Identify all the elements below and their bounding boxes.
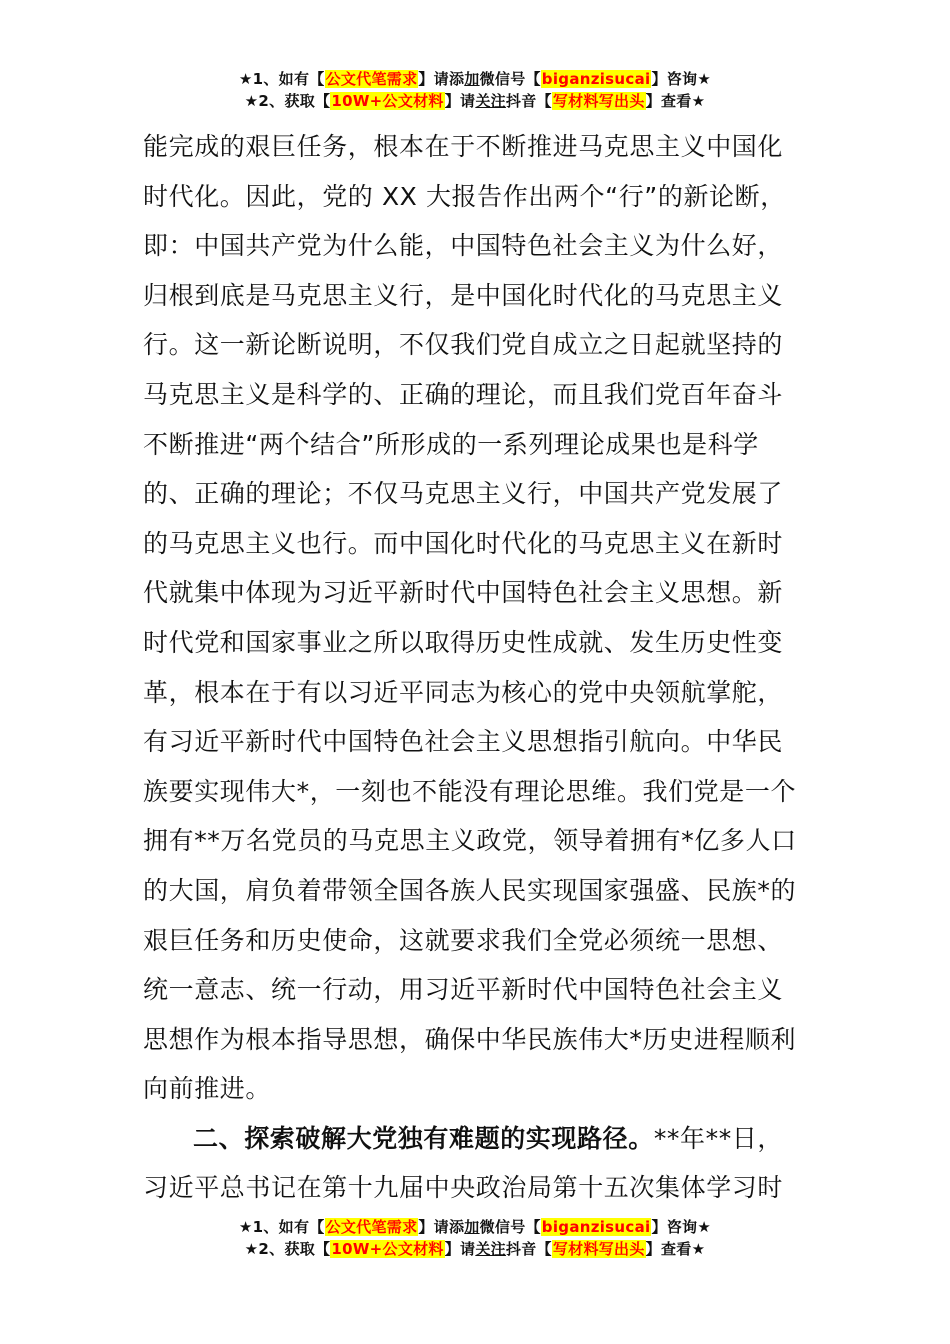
banner-line-2: ★2、获取【10W+公文材料】请关注抖音【写材料写出头】查看★ xyxy=(244,92,706,110)
highlight-service: 公文代笔需求 xyxy=(325,70,418,88)
body-line: 马克思主义是科学的、正确的理论，而且我们党百年奋斗 xyxy=(143,379,784,409)
highlight-wechat-id: biganzisucai xyxy=(541,1218,651,1236)
banner-line-1: ★1、如有【公文代笔需求】请添加微信号【biganzisucai】咨询★ xyxy=(238,70,712,88)
highlight-douyin: 写材料写出头 xyxy=(552,1240,645,1258)
body-line: 习近平总书记在第十九届中央政治局第十五次集体学习时 xyxy=(143,1173,784,1203)
section-heading-line xyxy=(143,1114,807,1164)
highlight-wechat-id: biganzisucai xyxy=(541,70,651,88)
body-line: 能完成的艰巨任务，根本在于不断推进马克思主义中国化 xyxy=(143,132,784,161)
section-heading-tail: **年**日， xyxy=(653,1123,784,1153)
body-line: 族要实现伟大*，一刻也不能没有理论思维。我们党是一个 xyxy=(143,776,797,806)
body-line: 统一意志、统一行动，用习近平新时代中国特色社会主义 xyxy=(143,975,784,1005)
highlight-materials: 10W+公文材料 xyxy=(331,92,444,110)
body-line: 归根到底是马克思主义行，是中国化时代化的马克思主义 xyxy=(143,280,784,310)
body-line: 即：中国共产党为什么能，中国特色社会主义为什么好， xyxy=(143,231,784,261)
footer-banner xyxy=(0,1216,950,1260)
body-line: 代就集中体现为习近平新时代中国特色社会主义思想。新 xyxy=(143,578,784,608)
body-line: 革，根本在于有以习近平同志为核心的党中央领航掌舵， xyxy=(143,677,784,707)
body-line: 行。这一新论断说明，不仅我们党自成立之日起就坚持的 xyxy=(143,330,784,360)
banner-line-1: ★1、如有【公文代笔需求】请添加微信号【biganzisucai】咨询★ xyxy=(238,1218,712,1236)
body-line: 不断推进“两个结合”所形成的一系列理论成果也是科学 xyxy=(143,429,759,459)
body-line: 艰巨任务和历史使命，这就要求我们全党必须统一思想、 xyxy=(143,925,784,955)
body-line: 的马克思主义也行。而中国化时代化的马克思主义在新时 xyxy=(143,528,784,558)
body-line: 时代化。因此，党的 XX 大报告作出两个“行”的新论断， xyxy=(143,181,786,211)
body-line: 时代党和国家事业之所以取得历史性成就、发生历史性变 xyxy=(143,627,784,657)
body-line: 有习近平新时代中国特色社会主义思想指引航向。中华民 xyxy=(143,727,784,757)
body-line: 思想作为根本指导思想，确保中华民族伟大*历史进程顺利 xyxy=(143,1024,797,1054)
banner-line-2: ★2、获取【10W+公文材料】请关注抖音【写材料写出头】查看★ xyxy=(244,1240,706,1258)
highlight-service: 公文代笔需求 xyxy=(325,1218,418,1236)
highlight-materials: 10W+公文材料 xyxy=(331,1240,444,1258)
body-line: 拥有**万名党员的马克思主义政党，领导着拥有*亿多人口 xyxy=(143,826,797,856)
document-body xyxy=(143,122,807,1213)
header-banner xyxy=(0,68,950,112)
body-line: 向前推进。 xyxy=(143,1074,272,1104)
body-line: 的、正确的理论；不仅马克思主义行，中国共产党发展了 xyxy=(143,479,784,509)
highlight-douyin: 写材料写出头 xyxy=(552,92,645,110)
body-line: 的大国，肩负着带领全国各族人民实现国家强盛、民族*的 xyxy=(143,875,797,905)
section-heading: 二、探索破解大党独有难题的实现路径。 xyxy=(193,1123,654,1153)
